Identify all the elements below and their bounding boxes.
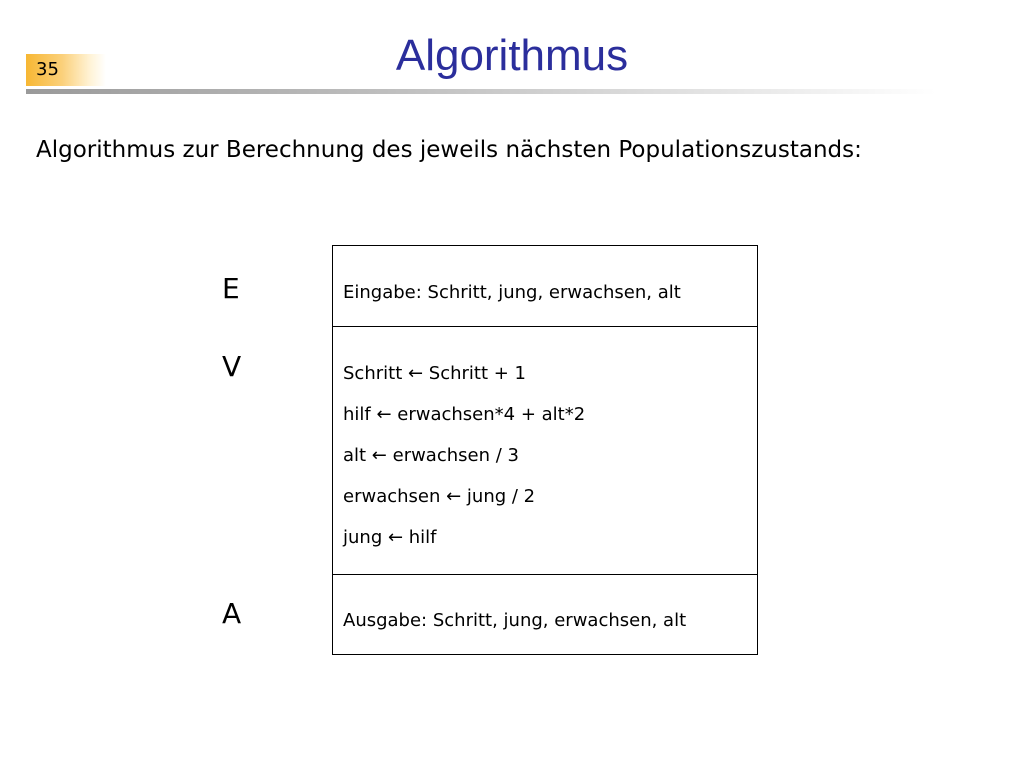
output-line: Ausgabe: Schritt, jung, erwachsen, alt (343, 610, 687, 631)
title-divider (26, 89, 936, 94)
label-input: E (222, 272, 240, 305)
step-line: Schritt ← Schritt + 1 (343, 363, 526, 384)
step-line: hilf ← erwachsen*4 + alt*2 (343, 404, 586, 425)
label-process: V (222, 350, 242, 383)
input-line: Eingabe: Schritt, jung, erwachsen, alt (343, 282, 681, 303)
slide-number: 35 (36, 59, 59, 80)
slide-title: Algorithmus (395, 31, 629, 80)
input-section (333, 246, 757, 327)
algorithm-box (332, 245, 758, 655)
output-section (333, 575, 757, 655)
step-line: jung ← hilf (343, 527, 437, 548)
intro-text: Algorithmus zur Berechnung des jeweils nächsten Populationszustands: (36, 137, 862, 163)
label-output: A (222, 597, 242, 630)
step-line: alt ← erwachsen / 3 (343, 445, 519, 466)
process-section (333, 327, 757, 575)
step-line: erwachsen ← jung / 2 (343, 486, 536, 507)
